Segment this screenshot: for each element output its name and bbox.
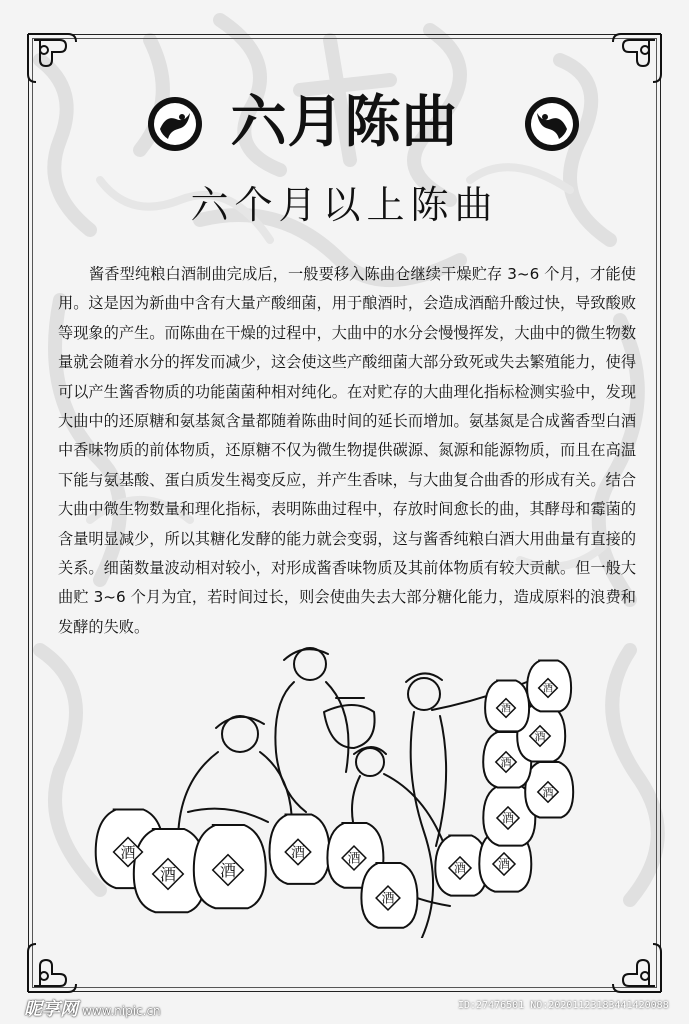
jar-label-text: 酒 — [347, 851, 361, 867]
jar-label-text: 酒 — [542, 785, 554, 799]
body-paragraph: 酱香型纯粮白酒制曲完成后，一般要移入陈曲仓继续干燥贮存 3~6 个月，才能使用。这是因为新曲中含有大量产酸细菌，用于酿酒时，会造成酒醅升酸过快，导致酸败等现象的产生。而陈曲在干燥的过程中，大曲中的水分会慢慢挥发，大曲中的微生物数量就会随着水分的挥发而减少，这会使这些产酸细菌大部分致死或失去繁殖能力，使得可以产生酱香物质的功能菌菌种相对纯化。在对贮存的大曲理化指标检测实验中，发现大曲中的还原糖和氨基氮含量都随着陈曲时间的延长而增加。氨基氮是合成酱香型白酒中香味物质的前体物质，还原糖不仅为微生物提供碳源、氮源和能源物质，而且在高温下能与氨基酸、蛋白质发生褐变反应，并产生香味，与大曲复合曲香的形成有关。结合大曲中微生物数量和理化指标，表明陈曲过程中，存放时间愈长的曲，其酵母和霉菌的含量明显减少，所以其糖化发酵的能力就会变弱，这与酱香纯粮白酒大用曲量有直接的关系。细菌数量波动相对较小，对形成酱香味物质及其前体物质有较大贡献。但一般大曲贮 3~6 个月为宜，若时间过长，则会使曲失去大部分糖化能力，造成原料的浪费和发酵的失败。 — [58, 265, 636, 636]
workers-with-wine-jars-illustration — [88, 642, 600, 938]
jar-label-text: 酒 — [381, 891, 395, 907]
ornate-corner-icon — [24, 932, 88, 996]
watermark-url: www.nipic.cn — [82, 1004, 161, 1018]
jar-label-text: 酒 — [159, 864, 177, 884]
ornate-corner-icon — [601, 932, 665, 996]
jar-label-text: 酒 — [453, 861, 467, 876]
watermark-brand-name: 昵享网 — [24, 999, 78, 1020]
jar-label-text: 酒 — [501, 811, 515, 826]
watermark-brand — [24, 995, 161, 1021]
jar-label-text: 酒 — [500, 755, 512, 769]
page-title: 六月陈曲 — [230, 90, 459, 155]
ornate-corner-icon — [24, 30, 88, 94]
jar-label-text: 酒 — [497, 857, 511, 872]
jar-label-text: 酒 — [291, 844, 305, 861]
jar-label-text: 酒 — [543, 683, 553, 695]
page-subtitle: 六个月以上陈曲 — [190, 183, 499, 227]
jar-label-text: 酒 — [534, 729, 546, 743]
jar-label-text: 酒 — [120, 843, 136, 862]
jar-label-text: 酒 — [501, 703, 511, 715]
ornate-corner-icon — [601, 30, 665, 94]
jar-label-text: 酒 — [219, 860, 237, 880]
watermark-image-id: ID:27476501 NO:20201123183441420088 — [458, 1000, 669, 1011]
